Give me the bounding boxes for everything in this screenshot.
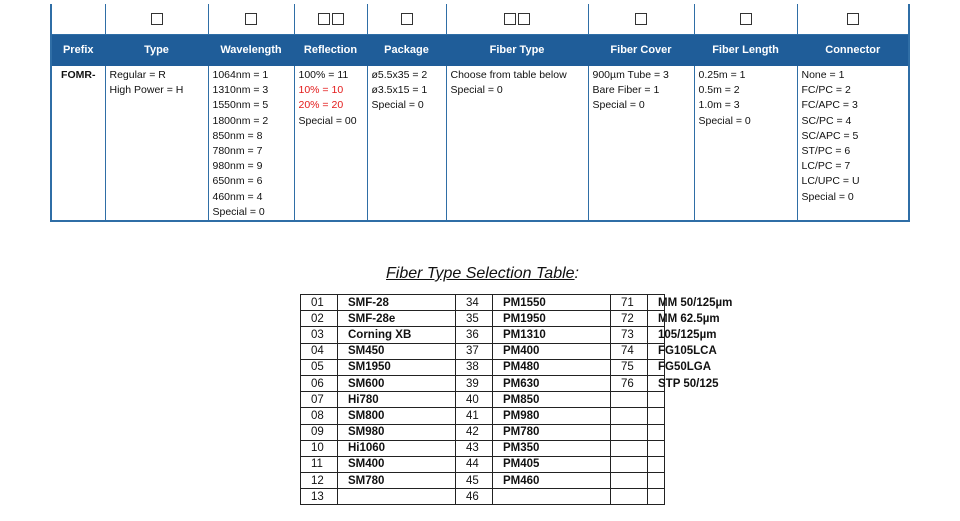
fiber-code-cell: 34 — [456, 295, 493, 311]
connector-option: Special = 0 — [801, 190, 854, 203]
fiber-name-cell: MM 50/125µm — [648, 295, 665, 311]
fiber-code-cell: 42 — [456, 424, 493, 440]
fiber-code-cell: 39 — [456, 375, 493, 391]
reflection-code-checkbox[interactable] — [318, 13, 330, 25]
fiber-name-cell — [648, 408, 665, 424]
fiber-code-cell: 75 — [611, 359, 648, 375]
table-row — [301, 489, 665, 505]
fiber-type-option: Special = 0 — [450, 84, 503, 97]
fiber-length-option: 1.0m = 3 — [698, 99, 740, 112]
fiber-length-checkbox-cell — [694, 4, 797, 35]
fiber-code-cell — [611, 440, 648, 456]
wavelength-code-checkbox[interactable] — [245, 13, 257, 25]
wavelength-option: 460nm = 4 — [212, 190, 263, 203]
fiber-name-cell: Corning XB — [338, 327, 456, 343]
fiber-cover-options — [588, 66, 694, 222]
type-code-checkbox[interactable] — [151, 13, 163, 25]
fiber-name-cell — [648, 456, 665, 472]
reflection-option: 100% = 11 — [298, 69, 349, 81]
fiber-code-cell: 03 — [301, 327, 338, 343]
fiber-name-cell — [648, 392, 665, 408]
fiber-cover-option: 900µm Tube = 3 — [592, 69, 669, 81]
wavelength-checkbox-cell — [208, 4, 294, 35]
fiber-name-cell: PM630 — [493, 375, 611, 391]
package-option: ø3.5x15 = 1 — [371, 84, 428, 97]
table-row — [301, 473, 665, 489]
connector-option: None = 1 — [801, 69, 845, 81]
fiber-code-cell: 40 — [456, 392, 493, 408]
fiber-name-cell: PM1550 — [493, 295, 611, 311]
fiber-cover-checkbox-cell — [588, 4, 694, 35]
table-row — [301, 295, 665, 311]
fiber-name-cell: 105/125µm — [648, 327, 665, 343]
type-checkbox-cell — [105, 4, 208, 35]
fiber-length-options — [694, 66, 797, 222]
fiber-name-cell: PM780 — [493, 424, 611, 440]
fiber-name-cell: SM600 — [338, 375, 456, 391]
fiber-code-cell: 11 — [301, 456, 338, 472]
wavelength-option: 980nm = 9 — [212, 160, 263, 173]
wavelength-header: Wavelength — [208, 35, 294, 66]
wavelength-option: 1064nm = 1 — [212, 69, 269, 81]
fiber-code-cell: 07 — [301, 392, 338, 408]
fiber-type-checkbox-cell — [446, 4, 588, 35]
fiber-code-cell: 13 — [301, 489, 338, 505]
connector-header: Connector — [797, 35, 909, 66]
package-option: Special = 0 — [371, 99, 424, 112]
connector-option: ST/PC = 6 — [801, 145, 851, 158]
fiber-name-cell: SM400 — [338, 456, 456, 472]
package-options — [367, 66, 446, 222]
fiber-length-option: 0.25m = 1 — [698, 69, 746, 81]
fiber-code-cell: 73 — [611, 327, 648, 343]
fiber-type-code-checkbox[interactable] — [504, 13, 516, 25]
table-row — [301, 392, 665, 408]
fiber-length-header: Fiber Length — [694, 35, 797, 66]
fiber-code-cell: 45 — [456, 473, 493, 489]
type-header: Type — [105, 35, 208, 66]
fiber-code-cell — [611, 424, 648, 440]
fiber-code-cell: 12 — [301, 473, 338, 489]
fiber-type-option: Choose from table below — [450, 69, 567, 81]
fiber-code-cell: 36 — [456, 327, 493, 343]
fiber-type-header: Fiber Type — [446, 35, 588, 66]
table-row — [301, 408, 665, 424]
fiber-code-cell — [611, 408, 648, 424]
fiber-code-cell: 06 — [301, 375, 338, 391]
fiber-code-cell: 02 — [301, 311, 338, 327]
connector-options — [797, 66, 909, 222]
reflection-options — [294, 66, 367, 222]
fiber-length-option: Special = 0 — [698, 114, 751, 127]
fiber-length-option: 0.5m = 2 — [698, 84, 740, 97]
fiber-length-code-checkbox[interactable] — [740, 13, 752, 25]
fiber-name-cell: PM480 — [493, 359, 611, 375]
table-row — [301, 424, 665, 440]
fiber-code-cell: 04 — [301, 343, 338, 359]
ordering-code-table — [50, 4, 910, 222]
fiber-code-cell: 76 — [611, 375, 648, 391]
package-checkbox-cell — [367, 4, 446, 35]
fiber-name-cell: STP 50/125 — [648, 375, 665, 391]
table-row — [301, 440, 665, 456]
fiber-type-code-checkbox[interactable] — [518, 13, 530, 25]
fiber-table-title-text: Fiber Type Selection Table — [386, 265, 575, 282]
connector-code-checkbox[interactable] — [847, 13, 859, 25]
fiber-cover-option: Special = 0 — [592, 99, 645, 112]
reflection-header: Reflection — [294, 35, 367, 66]
fiber-name-cell: Hi780 — [338, 392, 456, 408]
fiber-cover-code-checkbox[interactable] — [635, 13, 647, 25]
connector-checkbox-cell — [797, 4, 909, 35]
fiber-name-cell: PM460 — [493, 473, 611, 489]
fiber-code-cell: 05 — [301, 359, 338, 375]
fiber-code-cell: 08 — [301, 408, 338, 424]
checkbox-row — [51, 4, 909, 35]
connector-option: LC/UPC = U — [801, 175, 860, 188]
fiber-cover-option: Bare Fiber = 1 — [592, 84, 660, 97]
table-row — [301, 456, 665, 472]
type-option: Regular = R — [109, 69, 166, 81]
package-header: Package — [367, 35, 446, 66]
fiber-name-cell — [648, 473, 665, 489]
connector-option: LC/PC = 7 — [801, 160, 851, 173]
fiber-table-title — [300, 265, 665, 283]
wavelength-option: 850nm = 8 — [212, 129, 263, 142]
fiber-name-cell — [648, 440, 665, 456]
fiber-name-cell — [648, 489, 665, 505]
options-row — [51, 66, 909, 222]
connector-option: SC/APC = 5 — [801, 129, 859, 142]
prefix-option: FOMR- — [61, 69, 96, 81]
package-option: ø5.5x35 = 2 — [371, 69, 428, 81]
fiber-name-cell — [338, 489, 456, 505]
fiber-code-cell: 01 — [301, 295, 338, 311]
table-row — [301, 311, 665, 327]
fiber-name-cell: PM1950 — [493, 311, 611, 327]
fiber-code-cell — [611, 456, 648, 472]
wavelength-option: 1550nm = 5 — [212, 99, 269, 112]
fiber-type-options — [446, 66, 588, 222]
fiber-code-cell: 44 — [456, 456, 493, 472]
reflection-option: 10% = 10 — [298, 84, 344, 97]
fiber-code-cell: 09 — [301, 424, 338, 440]
wavelength-option: 1310nm = 3 — [212, 84, 269, 97]
fiber-code-cell: 43 — [456, 440, 493, 456]
wavelength-option: 650nm = 6 — [212, 175, 263, 188]
fiber-code-cell: 41 — [456, 408, 493, 424]
type-options — [105, 66, 208, 222]
reflection-option: Special = 00 — [298, 114, 357, 127]
fiber-code-cell: 71 — [611, 295, 648, 311]
table-row — [301, 343, 665, 359]
fiber-name-cell: SM780 — [338, 473, 456, 489]
fiber-name-cell: MM 62.5µm — [648, 311, 665, 327]
fiber-name-cell: PM850 — [493, 392, 611, 408]
connector-option: SC/PC = 4 — [801, 114, 852, 127]
wavelength-options — [208, 66, 294, 222]
connector-option: FC/PC = 2 — [801, 84, 851, 97]
fiber-name-cell: FG50LGA — [648, 359, 665, 375]
fiber-name-cell: SM800 — [338, 408, 456, 424]
connector-option: FC/APC = 3 — [801, 99, 858, 112]
fiber-name-cell: SMF-28 — [338, 295, 456, 311]
fiber-name-cell: SM1950 — [338, 359, 456, 375]
fiber-code-cell: 46 — [456, 489, 493, 505]
fiber-cover-header: Fiber Cover — [588, 35, 694, 66]
fiber-name-cell: SM450 — [338, 343, 456, 359]
prefix-options — [51, 66, 105, 222]
fiber-name-cell — [493, 489, 611, 505]
reflection-code-checkbox[interactable] — [332, 13, 344, 25]
wavelength-option: Special = 0 — [212, 205, 265, 218]
fiber-code-cell — [611, 489, 648, 505]
reflection-option: 20% = 20 — [298, 99, 344, 112]
fiber-name-cell: FG105LCA — [648, 343, 665, 359]
fiber-name-cell: PM350 — [493, 440, 611, 456]
fiber-code-cell: 37 — [456, 343, 493, 359]
fiber-type-selection-table — [300, 294, 733, 505]
prefix-header: Prefix — [51, 35, 105, 66]
table-row — [301, 359, 665, 375]
table-row — [301, 375, 665, 391]
fiber-name-cell: SM980 — [338, 424, 456, 440]
table-row — [301, 327, 665, 343]
fiber-code-cell: 72 — [611, 311, 648, 327]
wavelength-option: 1800nm = 2 — [212, 114, 269, 127]
fiber-code-cell: 35 — [456, 311, 493, 327]
fiber-code-cell: 38 — [456, 359, 493, 375]
fiber-name-cell: PM405 — [493, 456, 611, 472]
fiber-code-cell: 74 — [611, 343, 648, 359]
wavelength-option: 780nm = 7 — [212, 145, 263, 158]
fiber-name-cell: PM400 — [493, 343, 611, 359]
fiber-code-cell — [611, 392, 648, 408]
header-row — [51, 35, 909, 66]
fiber-code-cell — [611, 473, 648, 489]
fiber-table-title-colon: : — [574, 265, 579, 282]
fiber-name-cell: PM1310 — [493, 327, 611, 343]
prefix-checkbox-cell — [51, 4, 105, 35]
package-code-checkbox[interactable] — [401, 13, 413, 25]
fiber-name-cell — [648, 424, 665, 440]
fiber-name-cell: SMF-28e — [338, 311, 456, 327]
fiber-code-cell: 10 — [301, 440, 338, 456]
fiber-name-cell: PM980 — [493, 408, 611, 424]
type-option: High Power = H — [109, 84, 184, 97]
reflection-checkbox-cell — [294, 4, 367, 35]
fiber-name-cell: Hi1060 — [338, 440, 456, 456]
